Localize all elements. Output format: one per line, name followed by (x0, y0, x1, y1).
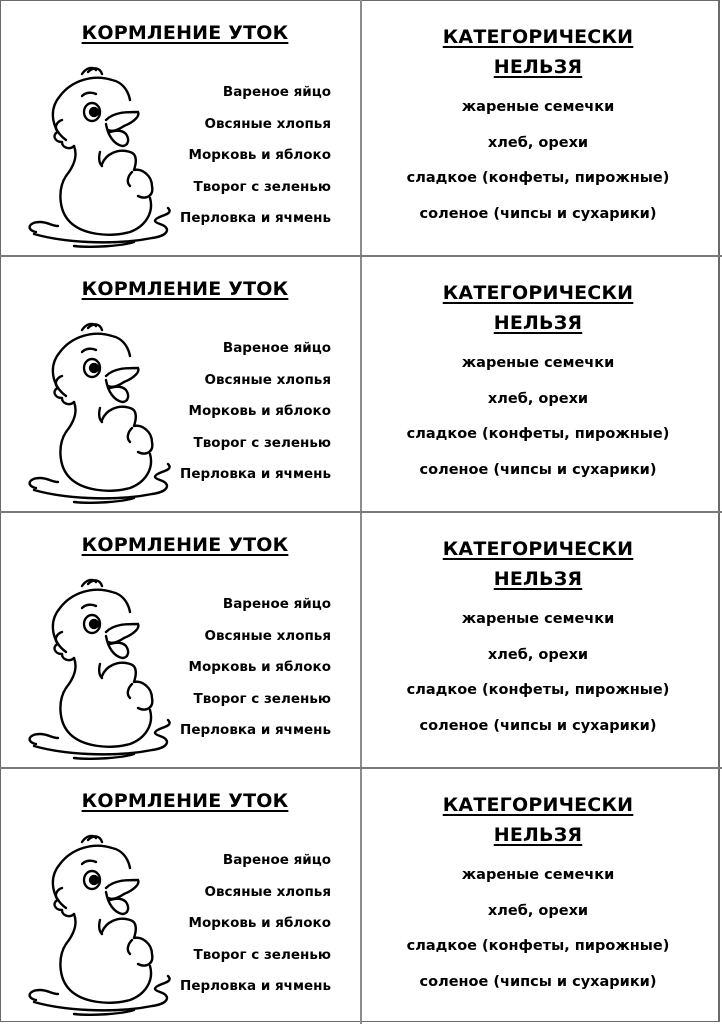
food-item: Вареное яйцо (222, 596, 331, 612)
duckling-icon (22, 60, 182, 250)
food-item: Морковь и яблоко (188, 147, 331, 163)
food-item: Творог с зеленью (193, 946, 331, 963)
forbidden-item: соленое (чипсы и сухарики) (419, 973, 657, 990)
duckling-icon (22, 572, 182, 762)
food-item: Вареное яйцо (222, 340, 331, 356)
food-item: Вареное яйцо (222, 84, 331, 100)
forbidden-card-title: КАТЕГОРИЧЕСКИ НЕЛЬЗЯ (442, 538, 634, 590)
forbidden-item: хлеб, орехи (487, 902, 589, 919)
feed-card-title: КОРМЛЕНИЕ УТОК (81, 278, 289, 300)
forbidden-item: сладкое (конфеты, пирожные) (406, 170, 670, 186)
forbidden-item: сладкое (конфеты, пирожные) (406, 426, 670, 442)
feed-card-title: КОРМЛЕНИЕ УТОК (81, 22, 289, 44)
forbidden-item: хлеб, орехи (487, 646, 589, 663)
food-item: Творог с зеленью (193, 690, 331, 707)
feed-card-title: КОРМЛЕНИЕ УТОК (81, 790, 289, 812)
feed-card-title: КОРМЛЕНИЕ УТОК (81, 534, 289, 556)
forbidden-item: соленое (чипсы и сухарики) (419, 717, 657, 734)
forbidden-list (362, 97, 722, 239)
food-item: Овсяные хлопья (204, 115, 331, 132)
forbidden-list (362, 353, 722, 495)
forbidden-item: хлеб, орехи (487, 134, 589, 151)
forbidden-item: жареные семечки (461, 867, 615, 883)
forbidden-card (362, 0, 722, 255)
forbidden-card (362, 768, 722, 1023)
duckling-icon (22, 828, 182, 1018)
food-item: Перловка и ячмень (180, 722, 331, 738)
forbidden-item: жареные семечки (461, 611, 615, 627)
feed-card (0, 256, 360, 511)
duckling-icon (22, 316, 182, 506)
food-list (180, 850, 331, 1008)
food-item: Перловка и ячмень (180, 978, 331, 994)
food-item: Перловка и ячмень (180, 210, 331, 226)
food-item: Овсяные хлопья (204, 627, 331, 644)
feed-card (0, 768, 360, 1023)
forbidden-list (362, 609, 722, 751)
food-item: Вареное яйцо (222, 852, 331, 868)
forbidden-card (362, 512, 722, 767)
forbidden-item: жареные семечки (461, 355, 615, 371)
forbidden-list (362, 865, 722, 1007)
forbidden-card-title: КАТЕГОРИЧЕСКИ НЕЛЬЗЯ (442, 282, 634, 334)
food-item: Овсяные хлопья (204, 883, 331, 900)
forbidden-item: сладкое (конфеты, пирожные) (406, 682, 670, 698)
feed-card (0, 512, 360, 767)
food-item: Морковь и яблоко (188, 915, 331, 931)
food-item: Морковь и яблоко (188, 403, 331, 419)
food-list (180, 594, 331, 752)
forbidden-item: жареные семечки (461, 99, 615, 115)
forbidden-card-title: КАТЕГОРИЧЕСКИ НЕЛЬЗЯ (442, 794, 634, 846)
forbidden-item: соленое (чипсы и сухарики) (419, 461, 657, 478)
food-item: Творог с зеленью (193, 434, 331, 451)
forbidden-item: соленое (чипсы и сухарики) (419, 205, 657, 222)
forbidden-item: сладкое (конфеты, пирожные) (406, 938, 670, 954)
food-item: Овсяные хлопья (204, 371, 331, 388)
food-item: Перловка и ячмень (180, 466, 331, 482)
forbidden-card-title: КАТЕГОРИЧЕСКИ НЕЛЬЗЯ (442, 26, 634, 78)
forbidden-card (362, 256, 722, 511)
forbidden-item: хлеб, орехи (487, 390, 589, 407)
feed-card (0, 0, 360, 255)
food-list (180, 338, 331, 496)
food-item: Творог с зеленью (193, 178, 331, 195)
food-item: Морковь и яблоко (188, 659, 331, 675)
food-list (180, 82, 331, 240)
